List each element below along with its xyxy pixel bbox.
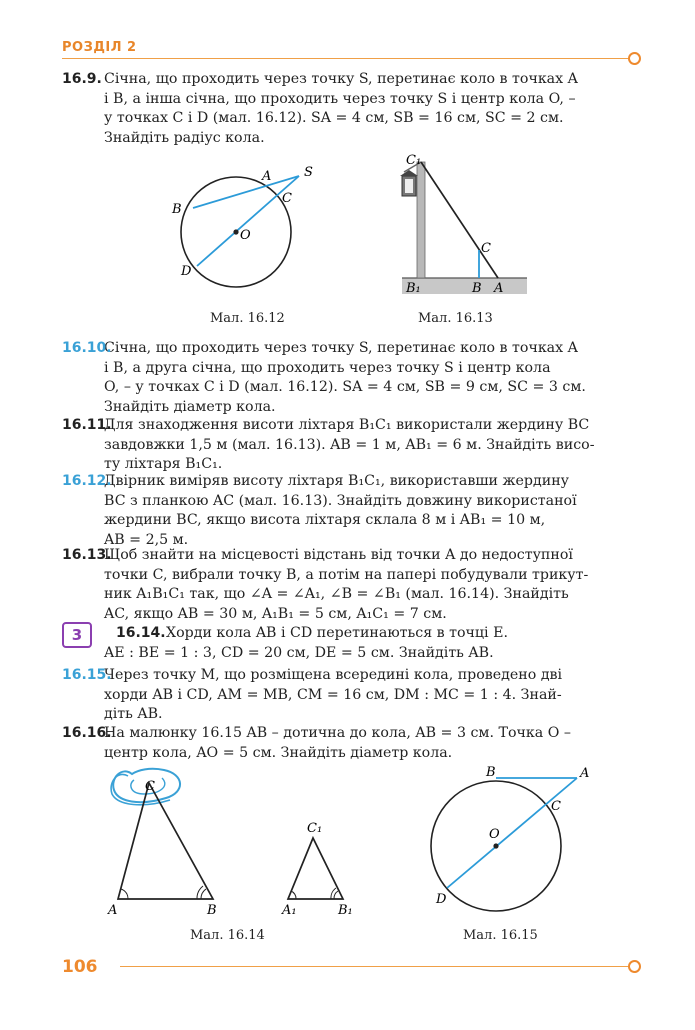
label-s: S [304, 165, 313, 180]
label-d: D [181, 264, 192, 279]
caption-16-15: Мал. 16.15 [463, 928, 538, 943]
figure-16-12 [165, 160, 325, 295]
figure-16-13 [400, 148, 530, 298]
caption-16-13: Мал. 16.13 [418, 311, 493, 326]
problem-text: Січна, що проходить через точку S, перетинає коло в точках A і B, а інша січна, що проходить через точку S і центр кола O, – у точках C і D (мал. 16.12). SA = 4 см, SB = 16 см, SC = 2 см. Знайдіть радіус кола. [104, 71, 578, 146]
problem-text: Через точку M, що розміщена всередині кола, проведено дві хорди AB і CD, AM = MB, CM = 16 см, DM : MC = 1 : 4. Знай- діть AB. [104, 667, 563, 723]
caption-16-12: Мал. 16.12 [210, 311, 285, 326]
header-rule-end-circle [628, 52, 641, 65]
label-c1: C₁ [307, 821, 323, 836]
problem-number: 16.11. [62, 417, 112, 433]
problem-text: Хорди кола AB і CD перетинаються в точці E. AE : BE = 1 : 3, CD = 20 см, DE = 5 см. Знайдіть AB. [104, 625, 508, 661]
problem-text: На малюнку 16.15 AB – дотична до кола, AB = 3 см. Точка O – центр кола, AO = 5 см. Знайдіть діаметр кола. [104, 725, 571, 761]
problem-16-16 [62, 724, 640, 763]
problem-number: 16.14. [116, 625, 166, 641]
label-c1: C₁ [406, 153, 422, 168]
caption-16-14: Мал. 16.14 [190, 928, 265, 943]
page-number: 106 [62, 957, 98, 977]
problem-16-15 [62, 666, 640, 725]
problem-16-12 [62, 472, 640, 550]
problem-number: 16.15. [62, 667, 112, 683]
figure-16-14 [100, 762, 370, 922]
label-b: B [472, 281, 482, 296]
section-header: РОЗДІЛ 2 [62, 40, 137, 55]
problem-16-11 [62, 416, 640, 475]
label-o: O [240, 228, 251, 243]
label-b: B [486, 765, 496, 780]
figure-16-15 [420, 760, 600, 915]
problem-text: Щоб знайти на місцевості відстань від точки A до недоступної точки C, вибрали точку B, а потім на папері побудували трикут- ник A₁B₁C₁ так, що ∠A = ∠A₁, ∠B = ∠B₁ (мал. 16.14). Знайдіть AC, якщо AB = 30 м, A₁B₁ = 5 см, A₁C₁ = 7 см. [104, 547, 589, 622]
problem-16-14 [104, 624, 640, 663]
problem-number: 16.16. [62, 725, 112, 741]
footer-rule [120, 966, 628, 967]
problem-16-13 [62, 546, 640, 624]
label-d: D [436, 892, 447, 907]
label-a: A [108, 903, 118, 918]
label-c: C [145, 779, 155, 794]
label-a: A [494, 281, 504, 296]
label-a: A [262, 169, 272, 184]
label-b1: B₁ [406, 281, 421, 296]
problem-number: 16.10. [62, 340, 112, 356]
level-3-badge: 3 [62, 622, 92, 648]
label-c: C [551, 799, 561, 814]
problem-text: Двірник виміряв висоту ліхтаря B₁C₁, використавши жердину BC з планкою AC (мал. 16.13). Знайдіть довжину використаної жердини BC, якщо висота ліхтаря склала 8 м і AB₁ = 10 м, AB = 2,5 м. [104, 473, 577, 548]
label-b1: B₁ [338, 903, 353, 918]
problem-number: 16.12. [62, 473, 112, 489]
label-a: A [580, 766, 590, 781]
problem-text: Для знаходження висоти ліхтаря B₁C₁ використали жердину BC завдовжки 1,5 м (мал. 16.13). AB = 1 м, AB₁ = 6 м. Знайдіть висо- ту ліхтаря B₁C₁. [104, 417, 595, 473]
problem-16-10 [62, 339, 640, 417]
label-a1: A₁ [282, 903, 297, 918]
label-b: B [207, 903, 217, 918]
problem-text: Січна, що проходить через точку S, перетинає коло в точках A і B, а друга січна, що проходить через точку S і центр кола O, – у точках C і D (мал. 16.12). SA = 4 см, SB = 9 см, SC = 3 см. Знайдіть діаметр кола. [104, 340, 586, 415]
label-c: C [282, 191, 292, 206]
problem-number: 16.13. [62, 547, 112, 563]
header-rule [62, 58, 632, 59]
problem-number: 16.9. [62, 71, 102, 87]
footer-rule-end-circle [628, 960, 641, 973]
label-c: C [481, 241, 491, 256]
problem-16-9 [62, 70, 640, 148]
label-b: B [172, 202, 182, 217]
label-o: O [489, 827, 500, 842]
